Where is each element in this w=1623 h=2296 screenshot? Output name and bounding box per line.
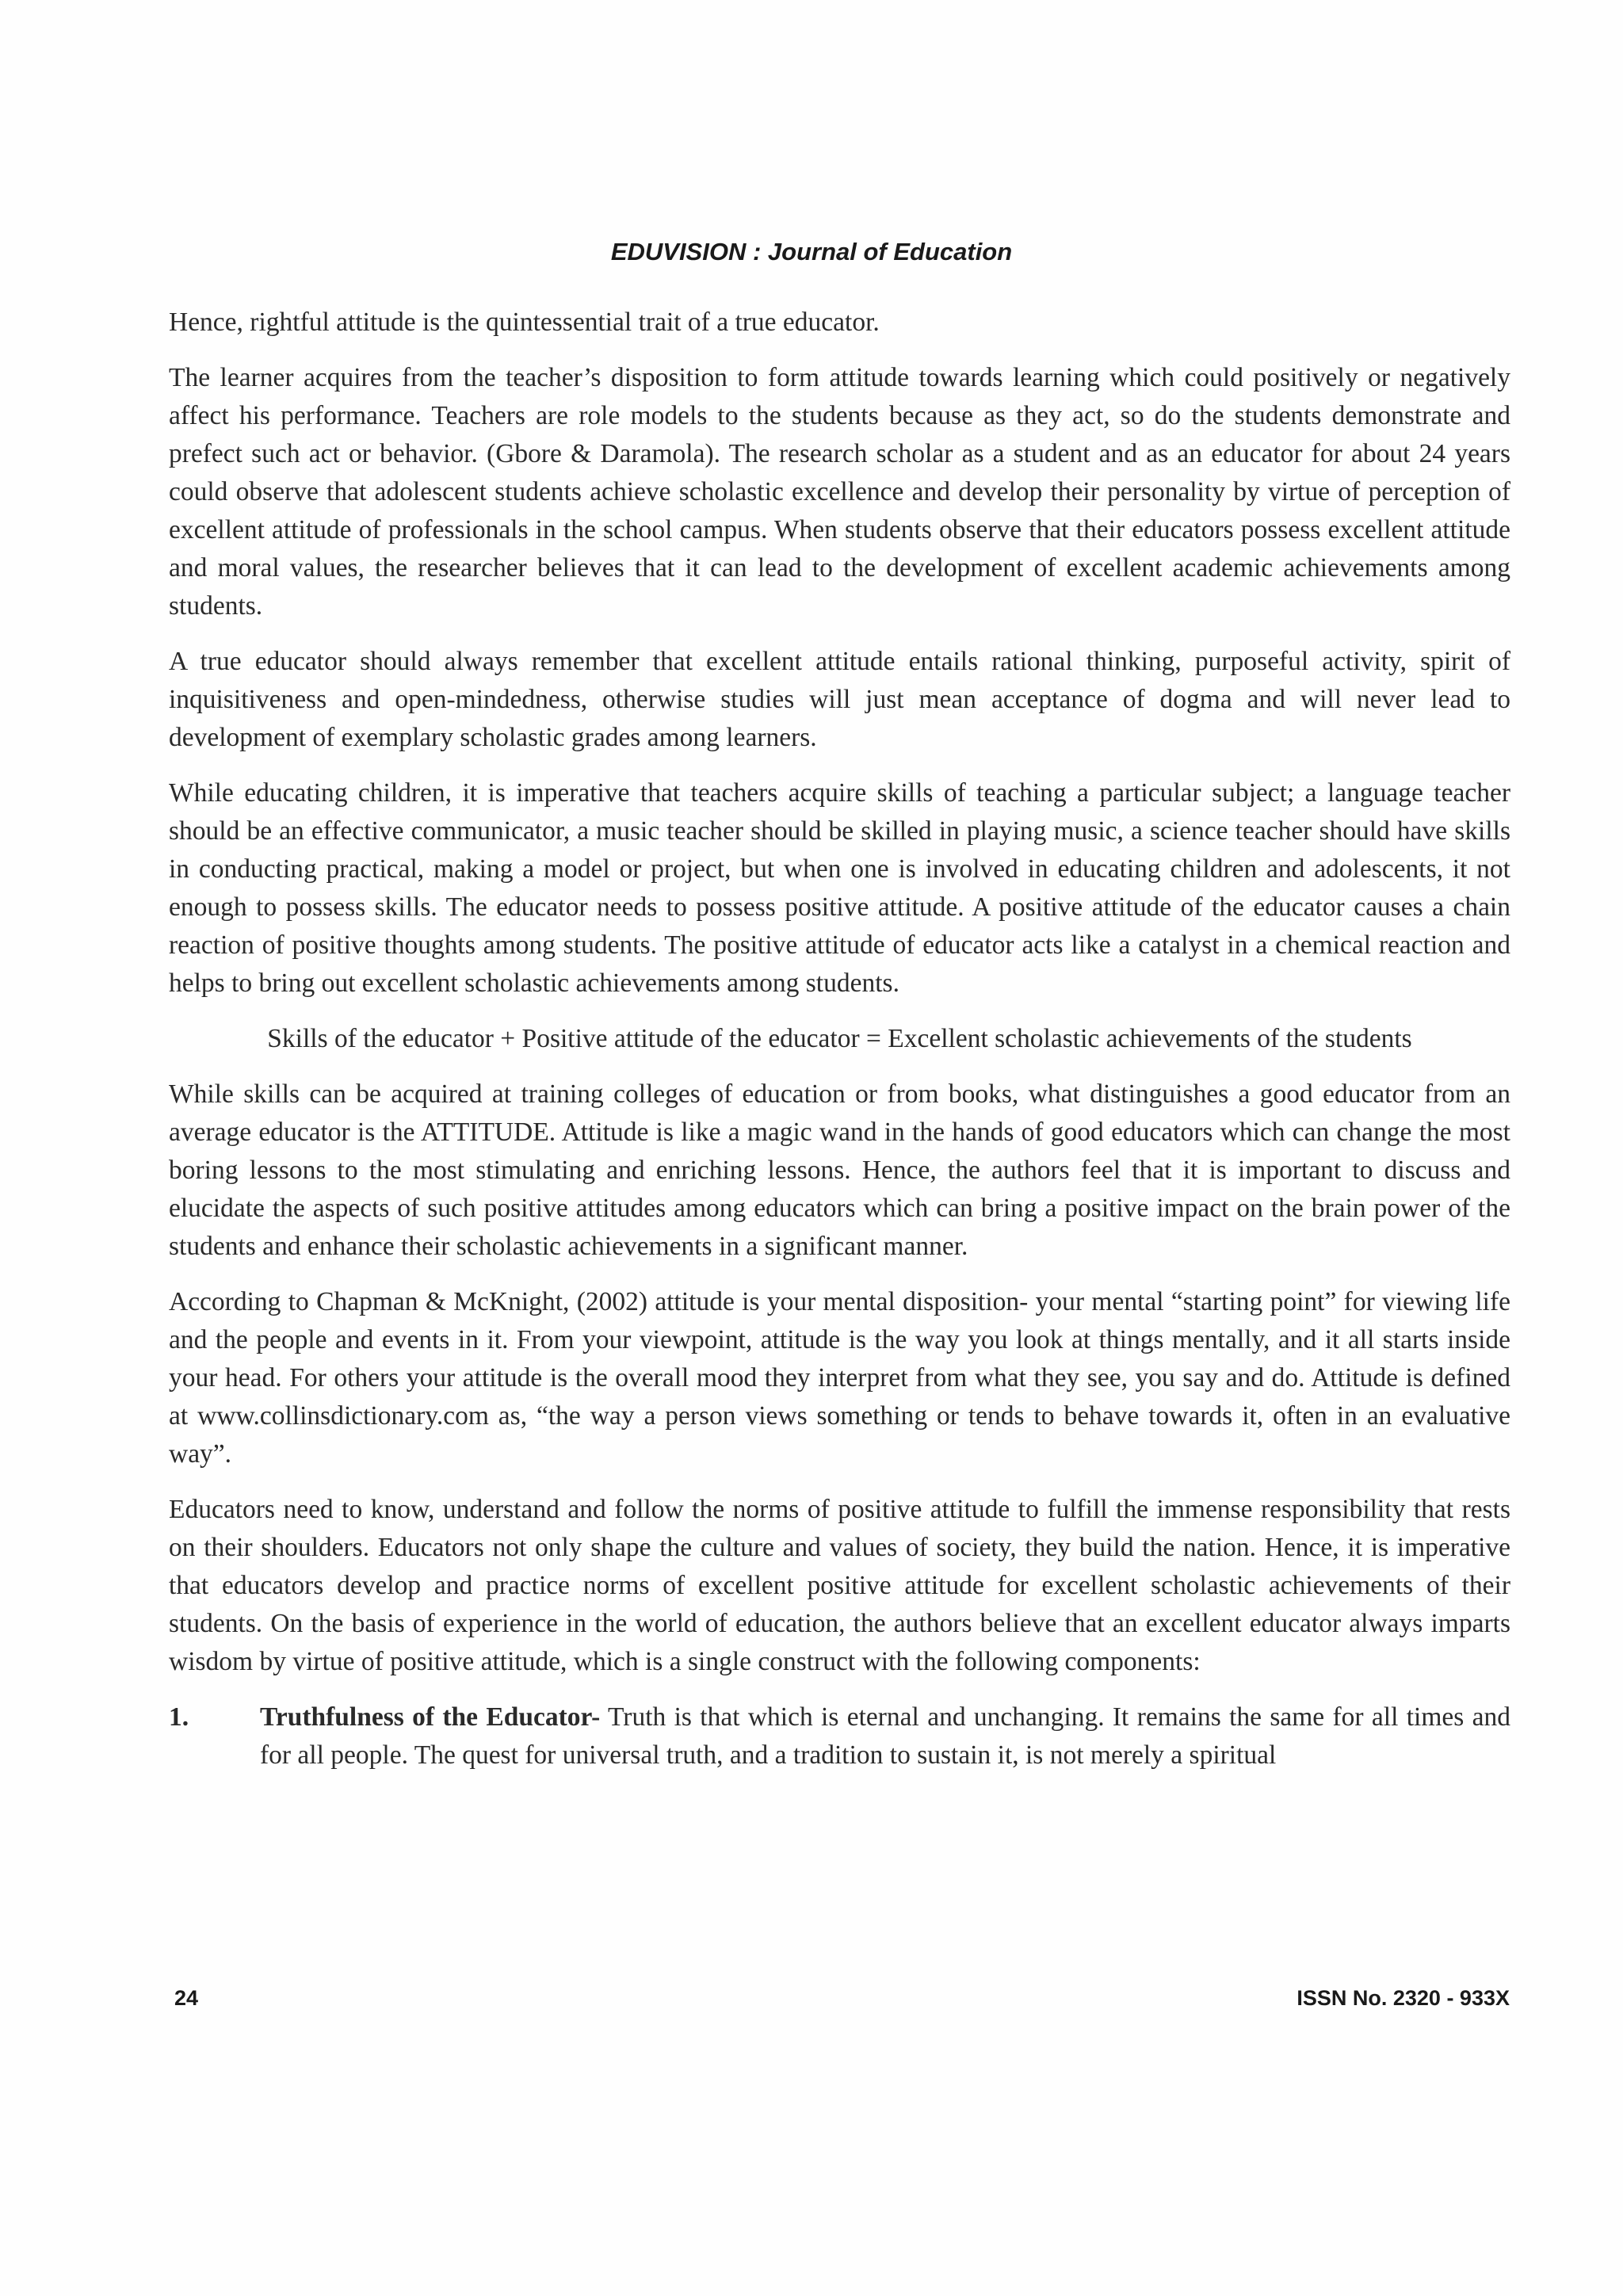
paragraph-6: According to Chapman & McKnight, (2002) attitude is your mental disposition- your mental “starting point” for viewing life and the people and events in it. From your viewpoint, attitude is the way you look at things mentally, and it all starts inside your head. For others your attitude is the overall mood they interpret from what they see, you say and do. Attitude is defined at www.collinsdictionary.com as, “the way a person views something or tends to behave towards it, often in an evaluative way”. [169, 1287, 1510, 1469]
paragraph-3: A true educator should always remember that excellent attitude entails rational thinking, purposeful activity, spirit of inquisitiveness and open-mindedness, otherwise studies will just mean acceptance of dogma and will never lead to development of exemplary scholastic grades among learners. [169, 647, 1510, 752]
paragraph-4: While educating children, it is imperative that teachers acquire skills of teaching a particular subject; a language teacher should be an effective communicator, a music teacher should be skilled in playing music, a science teacher should have skills in conducting practical, making a model or project, but when one is involved in educating children and adolescents, it not enough to possess skills. The educator needs to possess positive attitude. A positive attitude of the educator causes a chain reaction of positive thoughts among students. The positive attitude of educator acts like a catalyst in a chemical reaction and helps to bring out excellent scholastic achievements among students. [169, 778, 1510, 998]
list-text: Truth is that which is eternal and unchanging. It remains the same for all times and for all people. The quest for universal truth, and a tradition to sustain it, is not merely a spiritual [260, 1702, 1510, 1770]
list-number: 1. [169, 1702, 189, 1732]
paragraph-2: The learner acquires from the teacher’s disposition to form attitude towards learning which could positively or negatively affect his performance. Teachers are role models to the students because as they act, so do the students demonstrate and prefect such act or behavior. (Gbore & Daramola). The research scholar as a student and as an educator for about 24 years could observe that adolescent students achieve scholastic excellence and develop their personality by virtue of perception of excellent attitude of professionals in the school campus. When students observe that their educators possess excellent attitude and moral values, the researcher believes that it can lead to the development of excellent academic achievements among students. [169, 363, 1510, 621]
body-text [169, 304, 1510, 1775]
list-body [260, 1698, 1510, 1775]
paragraph-1: Hence, rightful attitude is the quintessential trait of a true educator. [169, 308, 880, 337]
list-item [169, 1698, 1510, 1775]
formula-line: Skills of the educator + Positive attitude of the educator = Excellent scholastic achievements of the students [267, 1024, 1412, 1053]
paragraph-5: While skills can be acquired at training colleges of education or from books, what distinguishes a good educator from an average educator is the ATTITUDE. Attitude is like a magic wand in the hands of good educators which can change the most boring lessons to the most stimulating and enriching lessons. Hence, the authors feel that it is important to discuss and elucidate the aspects of such positive attitudes among educators which can bring a positive impact on the brain power of the students and enhance their scholastic achievements in a significant manner. [169, 1079, 1510, 1261]
paragraph-7: Educators need to know, understand and follow the norms of positive attitude to fulfill the immense responsibility that rests on their shoulders. Educators not only shape the culture and values of society, they build the nation. Hence, it is imperative that educators develop and practice norms of excellent positive attitude for excellent scholastic achievements of their students. On the basis of experience in the world of education, the authors believe that an excellent educator always imparts wisdom by virtue of positive attitude, which is a single construct with the following components: [169, 1495, 1510, 1676]
journal-header: EDUVISION : Journal of Education [610, 238, 1013, 266]
issn-number: ISSN No. 2320 - 933X [1296, 1986, 1510, 2010]
page-number: 24 [174, 1986, 199, 2010]
list-title: Truthfulness of the Educator- [260, 1702, 601, 1732]
